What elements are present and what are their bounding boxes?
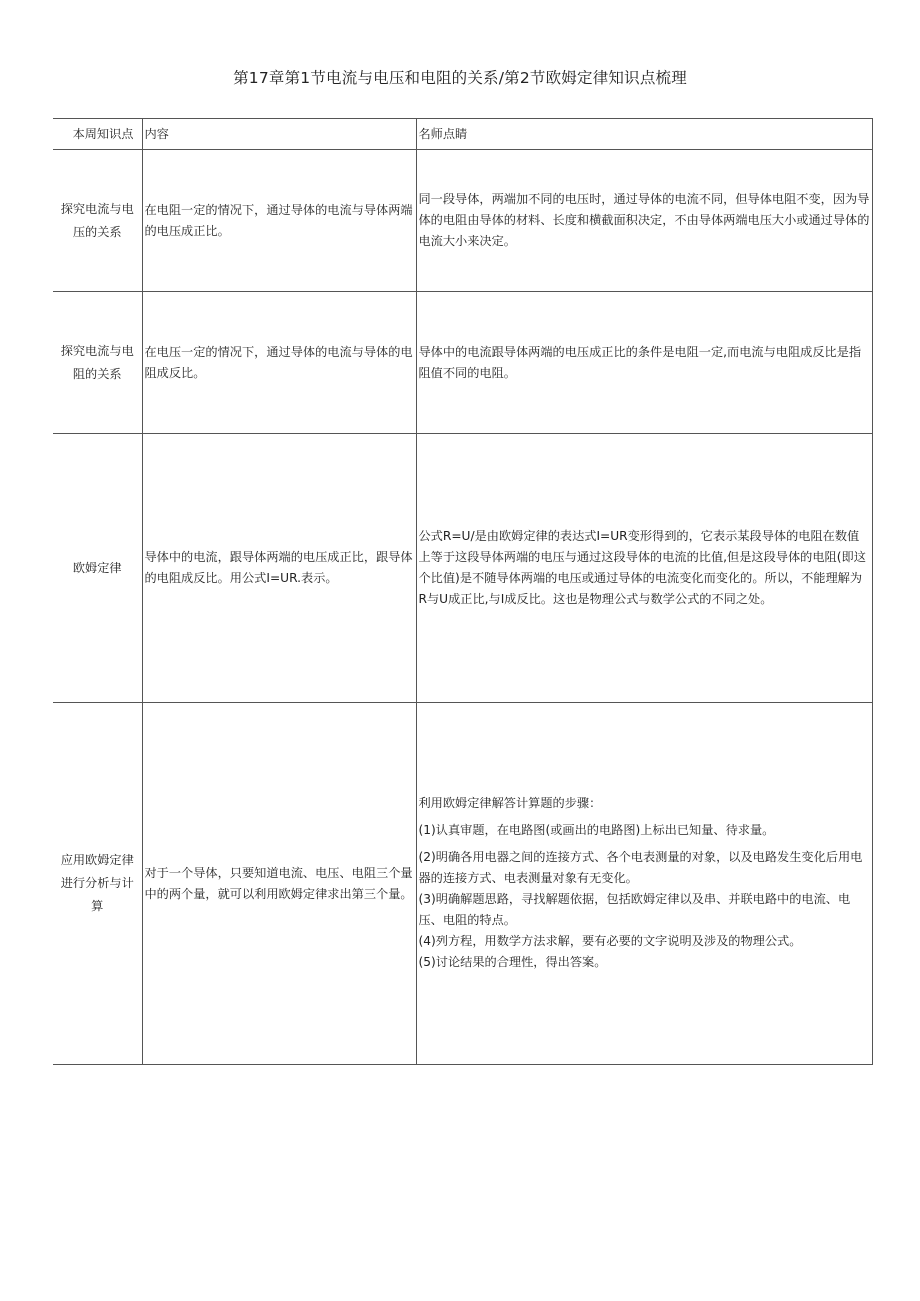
step-item: (5)讨论结果的合理性，得出答案。: [418, 954, 607, 969]
step-item: (2)明确各用电器之间的连接方式、各个电表测量的对象，以及电路发生变化后用电器的连接方式、电表测量对象有无变化。: [418, 849, 863, 885]
row-topic: 探究电流与电压的关系: [53, 150, 142, 292]
table-header-row: [53, 119, 872, 150]
header-topic: 本周知识点: [53, 119, 142, 150]
row-content: 在电阻一定的情况下，通过导体的电流与导体两端的电压成正比。: [142, 150, 416, 292]
header-tips: 名师点睛: [416, 119, 872, 150]
row-content: 导体中的电流，跟导体两端的电压成正比，跟导体的电阻成反比。用公式I=UR.表示。: [142, 434, 416, 703]
knowledge-table: [53, 118, 873, 1065]
row-tips: 同一段导体，两端加不同的电压时，通过导体的电流不同，但导体电阻不变，因为导体的电阻由导体的材料、长度和横截面积决定，不由导体两端电压大小或通过导体的电流大小来决定。: [416, 150, 872, 292]
header-content: 内容: [142, 119, 416, 150]
table-row: [53, 292, 872, 434]
row-topic: 探究电流与电阻的关系: [53, 292, 142, 434]
row-content: 对于一个导体，只要知道电流、电压、电阻三个量中的两个量，就可以利用欧姆定律求出第三个量。: [142, 703, 416, 1065]
row-content: 在电压一定的情况下，通过导体的电流与导体的电阻成反比。: [142, 292, 416, 434]
step-item: (1)认真审题，在电路图(或画出的电路图)上标出已知量、待求量。: [418, 822, 775, 837]
step-item: (3)明确解题思路，寻找解题依据，包括欧姆定律以及串、并联电路中的电流、电压、电阻的特点。: [418, 891, 851, 927]
table-row: [53, 434, 872, 703]
page-title: 第17章第1节电流与电压和电阻的关系/第2节欧姆定律知识点梳理: [233, 69, 687, 87]
row-topic: 应用欧姆定律进行分析与计算: [53, 703, 142, 1065]
steps-intro: 利用欧姆定律解答计算题的步骤：: [418, 795, 602, 810]
row-tips: 导体中的电流跟导体两端的电压成正比的条件是电阻一定,而电流与电阻成反比是指阻值不同的电阻。: [416, 292, 872, 434]
row-topic: 欧姆定律: [53, 434, 142, 703]
step-item: (4)列方程，用数学方法求解，要有必要的文字说明及涉及的物理公式。: [418, 933, 802, 948]
row-tips-steps: [416, 703, 872, 1065]
row-tips: 公式R=U/是由欧姆定律的表达式I=UR变形得到的，它表示某段导体的电阻在数值上等于这段导体两端的电压与通过这段导体的电流的比值,但是这段导体的电阻(即这个比值)是不随导体两端的电压或通过导体的电流变化而变化的。所以，不能理解为R与U成正比,与I成反比。这也是物理公式与数学公式的不同之处。: [416, 434, 872, 703]
table-row: [53, 150, 872, 292]
table-row: [53, 703, 872, 1065]
